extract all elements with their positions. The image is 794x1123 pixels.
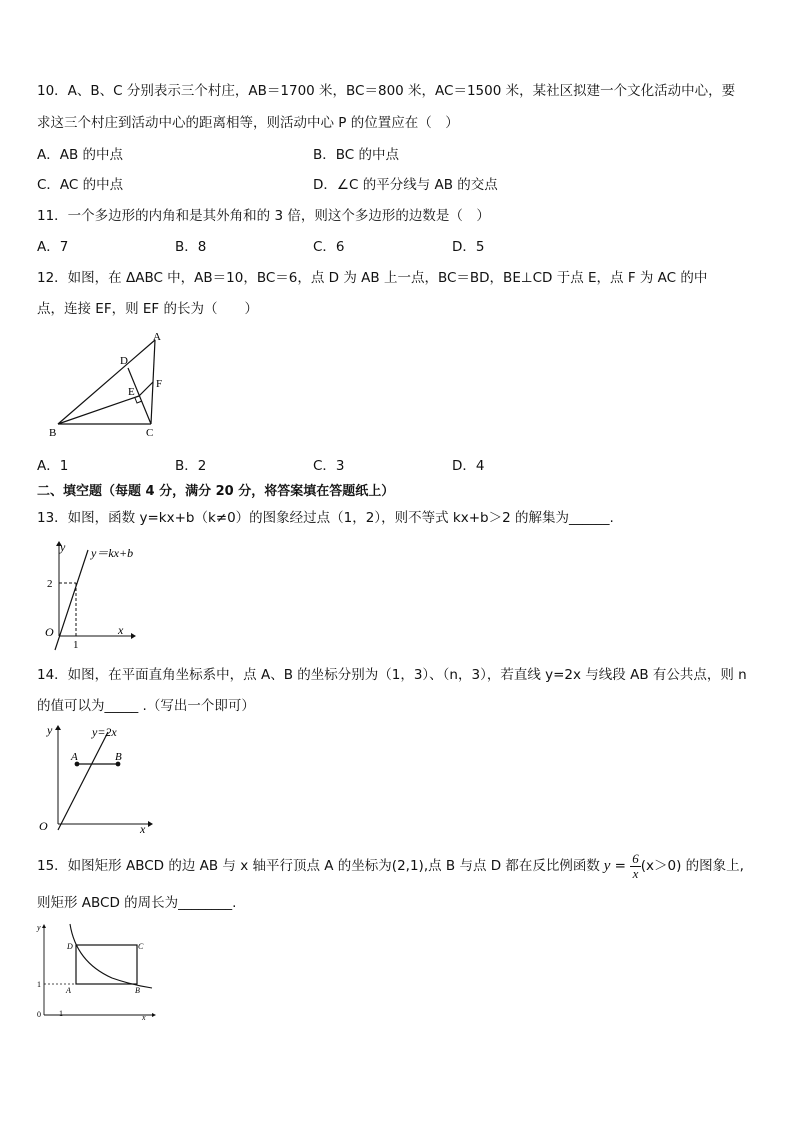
q13-y-axis-label: y <box>60 540 66 554</box>
q10-option-d[interactable]: D．∠C 的平分线与 AB 的交点 <box>313 177 498 193</box>
q10-stem-line1: 10．A、B、C 分别表示三个村庄，AB＝1700 米，BC＝800 米，AC＝1500 米，某社区拟建一个文化活动中心，要 <box>37 83 736 99</box>
q14-graph-figure <box>36 722 156 840</box>
q14-line-label: y=2x <box>92 725 117 739</box>
q14-stem-line2: 的值可以为_____ .（写出一个即可） <box>37 698 255 714</box>
q10-option-b[interactable]: B．BC 的中点 <box>313 147 400 163</box>
q13-y-tick-2: 2 <box>47 578 53 590</box>
q12-label-f: F <box>156 378 163 390</box>
q15-x-tick-1: 1 <box>59 1009 63 1018</box>
q14-origin-label: O <box>39 819 48 833</box>
q13-stem: 13．如图，函数 y=kx+b（k≠0）的图象经过点（1，2），则不等式 kx+b＞2 的解集为______. <box>37 510 614 526</box>
q11-option-b[interactable]: B．8 <box>175 239 207 255</box>
q11-option-a[interactable]: A．7 <box>37 239 69 255</box>
q12-stem-line1: 12．如图，在 ΔABC 中，AB＝10，BC＝6，点 D 为 AB 上一点，BC＝BD，BE⊥CD 于点 E，点 F 为 AC 的中 <box>37 270 708 286</box>
q10-option-c[interactable]: C．AC 的中点 <box>37 177 124 193</box>
q12-label-e: E <box>128 386 135 398</box>
q12-stem-line2: 点，连接 EF，则 EF 的长为（ ） <box>37 301 258 317</box>
q15-x-axis-label: x <box>142 1013 146 1022</box>
q12-triangle-figure <box>50 330 180 442</box>
q15-label-a: A <box>66 986 71 995</box>
q11-option-c[interactable]: C．6 <box>313 239 345 255</box>
q13-origin-label: O <box>45 625 54 639</box>
q15-stem-text-b: (x＞0) 的图象上, <box>640 858 744 874</box>
q15-stem-text-a: 15．如图矩形 ABCD 的边 AB 与 x 轴平行顶点 A 的坐标为(2,1),点 B 与点 D 都在反比例函数 <box>37 858 600 874</box>
q13-x-axis-label: x <box>118 623 124 637</box>
q12-label-c: C <box>146 427 154 439</box>
q15-fraction <box>630 852 641 881</box>
q13-line-label: y＝kx+b <box>91 546 134 560</box>
q12-label-d: D <box>120 355 128 367</box>
q13-x-tick-1: 1 <box>73 639 79 651</box>
q15-rectangle-figure <box>32 922 162 1022</box>
q11-option-d[interactable]: D．5 <box>452 239 485 255</box>
q14-stem-line1: 14．如图，在平面直角坐标系中，点 A、B 的坐标分别为（1，3）、（n，3），若直线 y=2x 与线段 AB 有公共点，则 n <box>37 667 747 683</box>
q12-option-c[interactable]: C．3 <box>313 458 345 474</box>
q15-fraction-numerator: 6 <box>632 850 639 866</box>
q15-label-b: B <box>135 986 140 995</box>
q15-fraction-denominator: x <box>632 865 639 881</box>
q15-stem-line2: 则矩形 ABCD 的周长为________. <box>37 895 237 911</box>
section-2-title: 二、填空题（每题 4 分，满分 20 分，将答案填在答题纸上） <box>37 484 395 499</box>
q12-option-d[interactable]: D．4 <box>452 458 485 474</box>
q15-y-tick-1: 1 <box>37 980 41 989</box>
q12-option-a[interactable]: A．1 <box>37 458 69 474</box>
q15-stem-line1: 15．如图矩形 ABCD 的边 AB 与 x 轴平行顶点 A 的坐标为(2,1),点 B 与点 D 都在反比例函数 y = $\frac{6}{x}$ (x＞0) 的图象上, <box>37 850 744 881</box>
q15-origin-label: 0 <box>37 1010 41 1019</box>
q10-stem-line2: 求这三个村庄到活动中心的距离相等，则活动中心 P 的位置应在（ ） <box>37 115 459 131</box>
q13-graph-figure <box>36 538 136 650</box>
q12-label-a: A <box>153 331 161 343</box>
q14-point-a-label: A <box>71 751 78 763</box>
q15-label-d: D <box>67 942 73 951</box>
q11-stem: 11．一个多边形的内角和是其外角和的 3 倍，则这个多边形的边数是（ ） <box>37 208 490 224</box>
q15-y-axis-label: y <box>37 923 41 932</box>
q14-y-axis-label: y <box>47 723 53 737</box>
q14-x-axis-label: x <box>140 822 146 836</box>
q12-label-b: B <box>49 427 57 439</box>
q15-label-c: C <box>138 942 144 951</box>
q12-option-b[interactable]: B．2 <box>175 458 207 474</box>
q14-point-b-label: B <box>115 751 122 763</box>
q10-option-a[interactable]: A．AB 的中点 <box>37 147 124 163</box>
